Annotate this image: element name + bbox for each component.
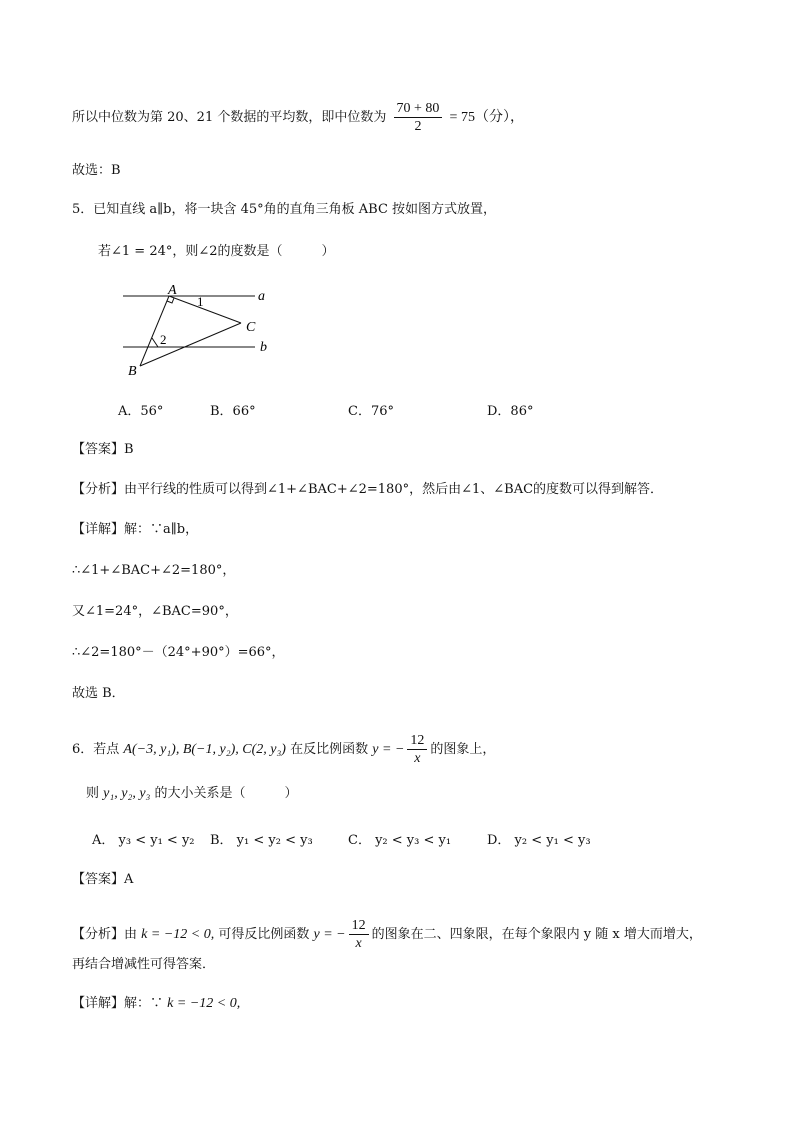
q4-median-result: = 75（分）， (449, 110, 524, 125)
q6-function-fraction (407, 732, 427, 767)
q5-choice: 故选 B． (72, 686, 125, 701)
q6-analysis-function-lhs: y = − (313, 927, 346, 942)
q6-detail-prefix: 【详解】解：∵ (72, 996, 164, 1011)
q6-option-b: B． y₁ < y₂ < y₃ (210, 833, 313, 848)
fraction-numerator: 12 (407, 732, 427, 750)
q5-option-b: B．66° (210, 404, 256, 419)
q5-analysis: 【分析】由平行线的性质可以得到∠1+∠BAC+∠2=180°，然后由∠1、∠BAC的度数可以得到解答． (72, 482, 664, 497)
label-2: 2 (160, 332, 167, 347)
q6-analysis-fraction (349, 917, 369, 952)
q5-option-c: C．76° (348, 404, 394, 419)
q5-detail-4: ∴∠2=180°－（24°+90°）=66°， (72, 645, 285, 660)
q6-detail-condition: k = −12 < 0, (167, 996, 241, 1011)
q5-detail-2: ∴∠1+∠BAC+∠2=180°， (72, 563, 236, 578)
q5-detail-1: 【详解】解：∵a∥b， (72, 522, 199, 537)
angle-2-arc (152, 338, 158, 347)
label-B: B (128, 364, 137, 379)
q5-answer: 【答案】B (72, 442, 134, 457)
q6-option-d: D． y₂ < y₁ < y₃ (487, 833, 591, 848)
q5-option-a: A．56° (118, 404, 164, 419)
q6-function-lhs: y = − (372, 742, 405, 757)
fraction-denominator: 2 (414, 119, 422, 134)
fraction-numerator: 70 + 80 (394, 100, 443, 118)
q6-detail-line1 (72, 995, 240, 1013)
q6-analysis-line1 (72, 917, 702, 952)
label-1: 1 (197, 294, 204, 309)
q5-option-d: D．86° (487, 404, 534, 419)
q6-points: A(−3, y₁), B(−1, y₂), C(2, y₃) (123, 742, 286, 757)
side-AC (169, 296, 241, 323)
q6-analysis-rest: 的图象在二、四象限，在每个象限内 y 随 x 增大而增大， (371, 927, 702, 942)
q6-variables: y₁, y₂, y₃ (103, 786, 151, 801)
q6-answer: 【答案】A (72, 872, 134, 887)
q6-stem-line2-suffix: 的大小关系是（ ） (154, 786, 298, 801)
q6-analysis-condition: k = −12 < 0, (141, 927, 215, 942)
q6-analysis-mid: 可得反比例函数 (218, 927, 310, 942)
fraction-denominator: x (414, 751, 421, 766)
q4-median-fraction (394, 100, 443, 135)
q5-stem-line1: 5．已知直线 a∥b，将一块含 45°角的直角三角板 ABC 按如图方式放置， (72, 202, 497, 217)
label-b: b (260, 340, 267, 355)
q4-median-line (72, 100, 524, 135)
fraction-denominator: x (355, 936, 362, 951)
label-C: C (246, 320, 256, 335)
label-A: A (168, 283, 177, 298)
fraction-numerator: 12 (349, 917, 369, 935)
q4-choice: 故选：B (72, 163, 121, 178)
q6-stem-line2 (86, 785, 298, 803)
q5-detail-3: 又∠1=24°，∠BAC=90°， (72, 604, 238, 619)
q6-stem-line1 (72, 732, 495, 767)
q6-stem-mid: 在反比例函数 (290, 742, 369, 757)
q6-analysis-line2: 再结合增减性可得答案． (72, 957, 216, 972)
q5-stem-line2: 若∠1 = 24°，则∠2的度数是（ ） (98, 244, 335, 259)
q6-stem-line2-prefix: 则 (86, 786, 100, 801)
q6-analysis-prefix: 【分析】由 (72, 927, 138, 942)
label-a: a (258, 289, 265, 304)
q6-stem-prefix: 6．若点 (72, 742, 120, 757)
q4-median-text: 所以中位数为第 20、21 个数据的平均数，即中位数为 (72, 110, 387, 125)
q5-figure (118, 282, 298, 382)
q6-option-a: A． y₃ < y₁ < y₂ (92, 833, 195, 848)
q6-stem-suffix: 的图象上， (430, 742, 496, 757)
q6-option-c: C． y₂ < y₃ < y₁ (348, 833, 452, 848)
